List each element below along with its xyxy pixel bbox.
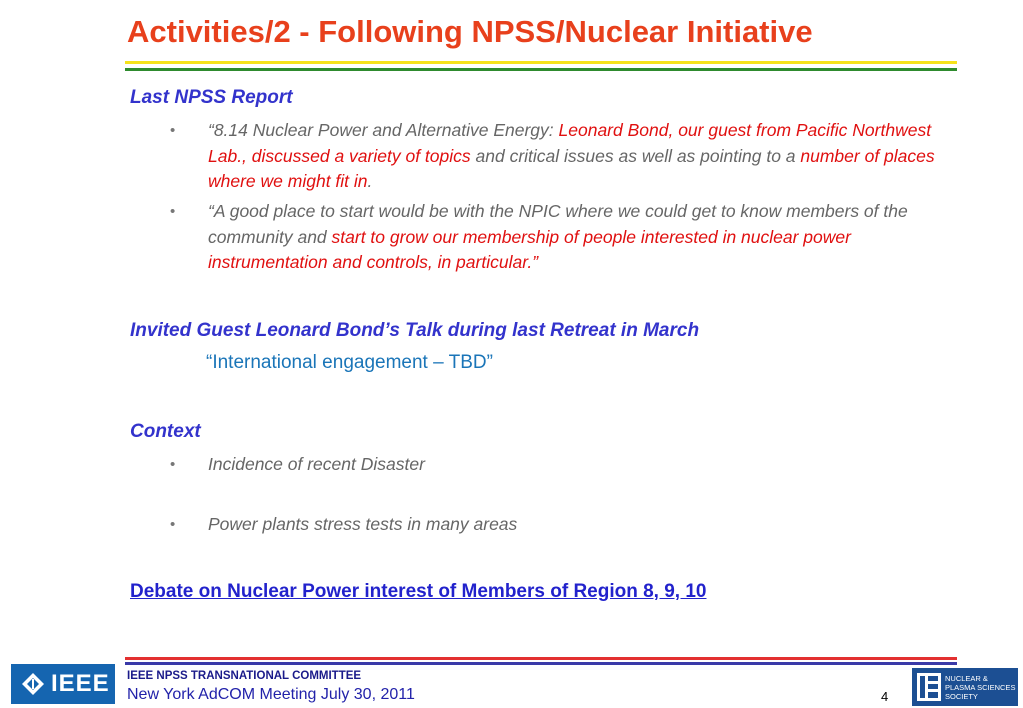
- npss-logo-line: PLASMA SCIENCES: [945, 682, 1016, 692]
- slide-title: Activities/2 - Following NPSS/Nuclear Initiative: [127, 14, 813, 49]
- debate-link[interactable]: Debate on Nuclear Power interest of Members of Region 8, 9, 10: [130, 581, 707, 602]
- context-bullet-2: Power plants stress tests in many areas: [208, 514, 518, 534]
- text-span: .: [367, 171, 373, 191]
- highlight-span: Leonard Bond, our guest from Pacific Northwest Lab., discussed a variety of topics: [208, 120, 932, 166]
- npss-logo: [912, 668, 1018, 706]
- footer-rule-blue: [125, 662, 957, 665]
- bullet-marker: •: [170, 516, 176, 533]
- npss-logo-text: [945, 674, 1015, 701]
- section-heading-last-report: Last NPSS Report: [130, 87, 293, 108]
- report-bullet-1: [208, 118, 958, 195]
- text-span: “A good place to start would be with the NPIC where we could get to know members of the community and: [208, 201, 908, 247]
- section-heading-invited-guest: Invited Guest Leonard Bond’s Talk during last Retreat in March: [130, 320, 700, 341]
- footer-committee: IEEE NPSS TRANSNATIONAL COMMITTEE: [127, 670, 362, 682]
- highlight-span: number of places where we might fit in: [208, 145, 935, 191]
- title-rule-green: [125, 68, 957, 71]
- highlight-span: .”: [527, 252, 539, 272]
- npss-mark-icon: [916, 671, 942, 703]
- report-bullet-2: [208, 199, 958, 276]
- title-rule-yellow: [125, 61, 957, 64]
- bullet-marker: •: [170, 203, 176, 220]
- npss-logo-line: SOCIETY: [945, 691, 978, 701]
- npss-logo-line: NUCLEAR &: [945, 673, 988, 683]
- section-heading-context: Context: [130, 421, 201, 442]
- context-bullet-1: Incidence of recent Disaster: [208, 454, 425, 474]
- text-span: “8.14 Nuclear Power and Alternative Energy:: [208, 120, 559, 140]
- ieee-logo: [11, 664, 115, 704]
- footer-rule-red: [125, 657, 957, 660]
- ieee-diamond-icon: [21, 672, 45, 696]
- text-span: and critical issues as well as pointing to a: [470, 145, 801, 166]
- highlight-span: start to grow our membership of people interested in nuclear power instrumentation and controls, in particular: [208, 226, 851, 272]
- international-engagement-text: “International engagement – TBD”: [206, 352, 493, 373]
- footer-meeting: New York AdCOM Meeting July 30, 2011: [127, 686, 415, 703]
- page-number: 4: [881, 689, 889, 704]
- bullet-marker: •: [170, 122, 176, 139]
- bullet-marker: •: [170, 456, 176, 473]
- ieee-logo-text: IEEE: [51, 670, 110, 697]
